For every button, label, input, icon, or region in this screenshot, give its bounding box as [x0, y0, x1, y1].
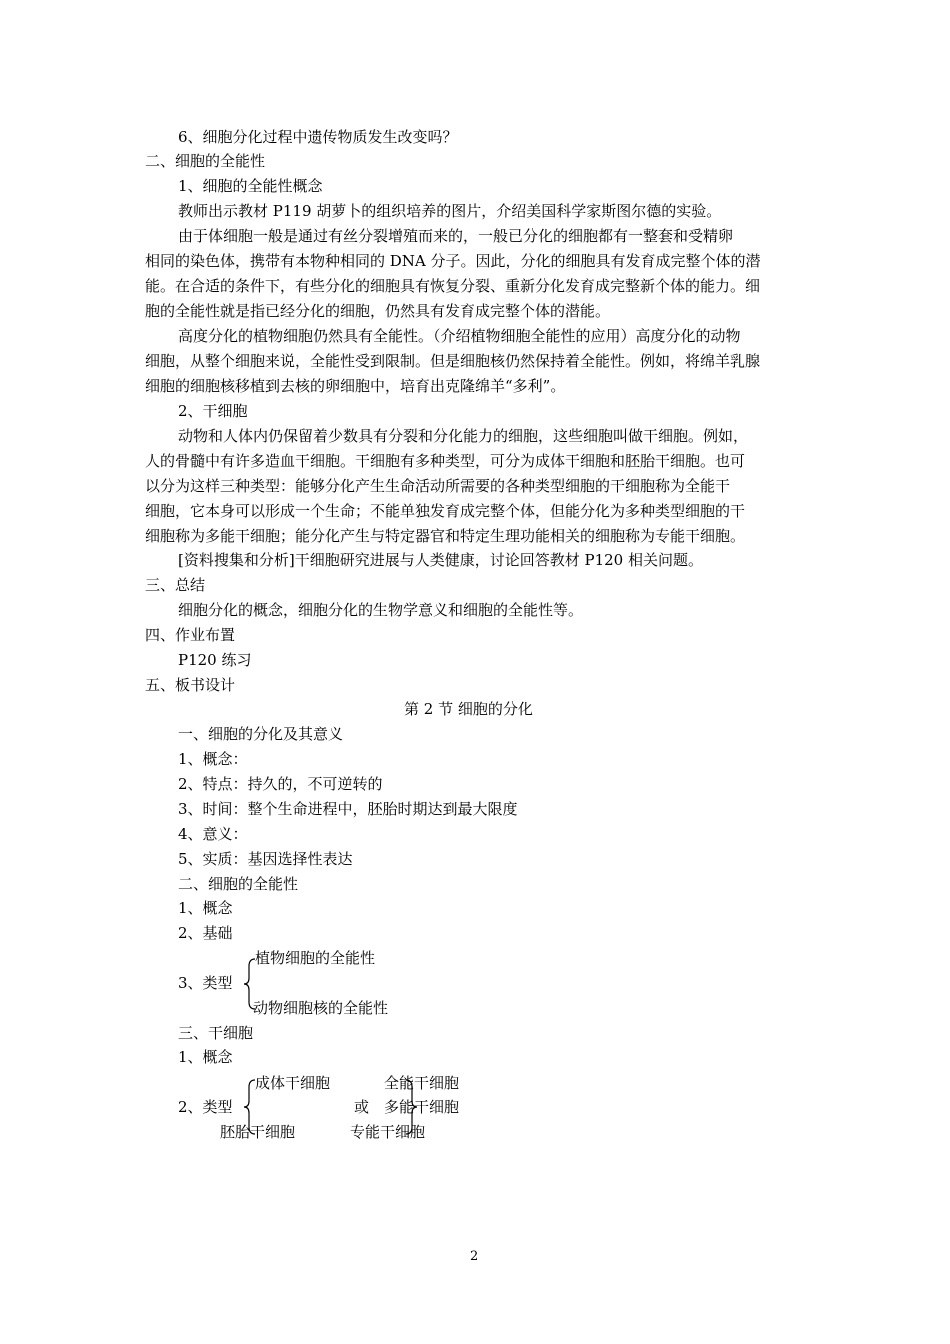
page-number: 2	[470, 1249, 479, 1264]
text-line: 由于体细胞一般是通过有丝分裂增殖而来的，一般已分化的细胞都有一整套和受精卵	[178, 227, 734, 245]
board-item: 1、概念	[178, 1048, 233, 1066]
text-line: 细胞的细胞核移植到去核的卵细胞中，培育出克隆绵羊“多利”。	[145, 377, 566, 395]
board-heading: 一、细胞的分化及其意义	[178, 725, 344, 743]
board-subitem: 全能干细胞	[384, 1074, 460, 1092]
board-subitem: 动物细胞核的全能性	[253, 999, 389, 1017]
section-heading: 四、作业布置	[145, 626, 236, 644]
section-heading: 五、板书设计	[145, 676, 236, 694]
board-item: 3、类型	[178, 974, 233, 992]
text-line: 相同的染色体，携带有本物种相同的 DNA 分子。因此，分化的细胞具有发育成完整个体的潜	[145, 252, 761, 270]
board-subitem: 专能干细胞	[350, 1123, 426, 1141]
board-title: 第 2 节 细胞的分化	[404, 700, 533, 718]
subsection-heading: 1、细胞的全能性概念	[178, 177, 323, 195]
text-line: 细胞分化的概念，细胞分化的生物学意义和细胞的全能性等。	[178, 601, 584, 619]
board-item: 1、概念：	[178, 750, 248, 768]
board-item: 2、类型	[178, 1098, 233, 1116]
text-line: [资料搜集和分析]干细胞研究进展与人类健康，讨论回答教材 P120 相关问题。	[178, 551, 703, 569]
text-line: 人的骨髓中有许多造血干细胞。干细胞有多种类型，可分为成体干细胞和胚胎干细胞。也可	[145, 452, 746, 470]
board-item: 5、实质：基因选择性表达	[178, 850, 353, 868]
text-line: 动物和人体内仍保留着少数具有分裂和分化能力的细胞，这些细胞叫做干细胞。例如，	[178, 427, 749, 445]
text-line: 能。在合适的条件下，有些分化的细胞具有恢复分裂、重新分化发育成完整新个体的能力。细	[145, 277, 761, 295]
text-line: 胞的全能性就是指已经分化的细胞，仍然具有发育成完整个体的潜能。	[145, 302, 611, 320]
text-line: 细胞，它本身可以形成一个生命；不能单独发育成完整个体，但能分化为多种类型细胞的干	[145, 502, 746, 520]
board-item: 4、意义：	[178, 825, 248, 843]
section-heading: 三、总结	[145, 576, 206, 594]
text-line: P120 练习	[178, 651, 252, 669]
subsection-heading: 2、干细胞	[178, 402, 248, 420]
section-heading: 二、细胞的全能性	[145, 152, 266, 170]
text-line: 以分为这样三种类型：能够分化产生生命活动所需要的各种类型细胞的干细胞称为全能干	[145, 477, 731, 495]
board-subitem: 成体干细胞	[255, 1074, 331, 1092]
board-item: 3、时间：整个生命进程中，胚胎时期达到最大限度	[178, 800, 518, 818]
text-line: 高度分化的植物细胞仍然具有全能性。（介绍植物细胞全能性的应用）高度分化的动物	[178, 327, 741, 345]
text-line: 细胞，从整个细胞来说，全能性受到限制。但是细胞核仍然保持着全能性。例如，将绵羊乳腺	[145, 352, 761, 370]
board-item: 2、特点：持久的，不可逆转的	[178, 775, 383, 793]
board-subitem: 多能干细胞	[384, 1098, 460, 1116]
board-heading: 二、细胞的全能性	[178, 875, 299, 893]
board-subitem: 或	[354, 1098, 370, 1116]
board-subitem: 植物细胞的全能性	[255, 949, 376, 967]
board-item: 2、基础	[178, 924, 233, 942]
board-heading: 三、干细胞	[178, 1024, 254, 1042]
text-line: 教师出示教材 P119 胡萝卜的组织培养的图片，介绍美国科学家斯图尔德的实验。	[178, 202, 722, 220]
board-subitem: 胚胎干细胞	[220, 1123, 296, 1141]
text-line: 6、细胞分化过程中遗传物质发生改变吗？	[178, 128, 458, 146]
text-line: 细胞称为多能干细胞；能分化产生与特定器官和特定生理功能相关的细胞称为专能干细胞。	[145, 527, 746, 545]
board-item: 1、概念	[178, 899, 233, 917]
